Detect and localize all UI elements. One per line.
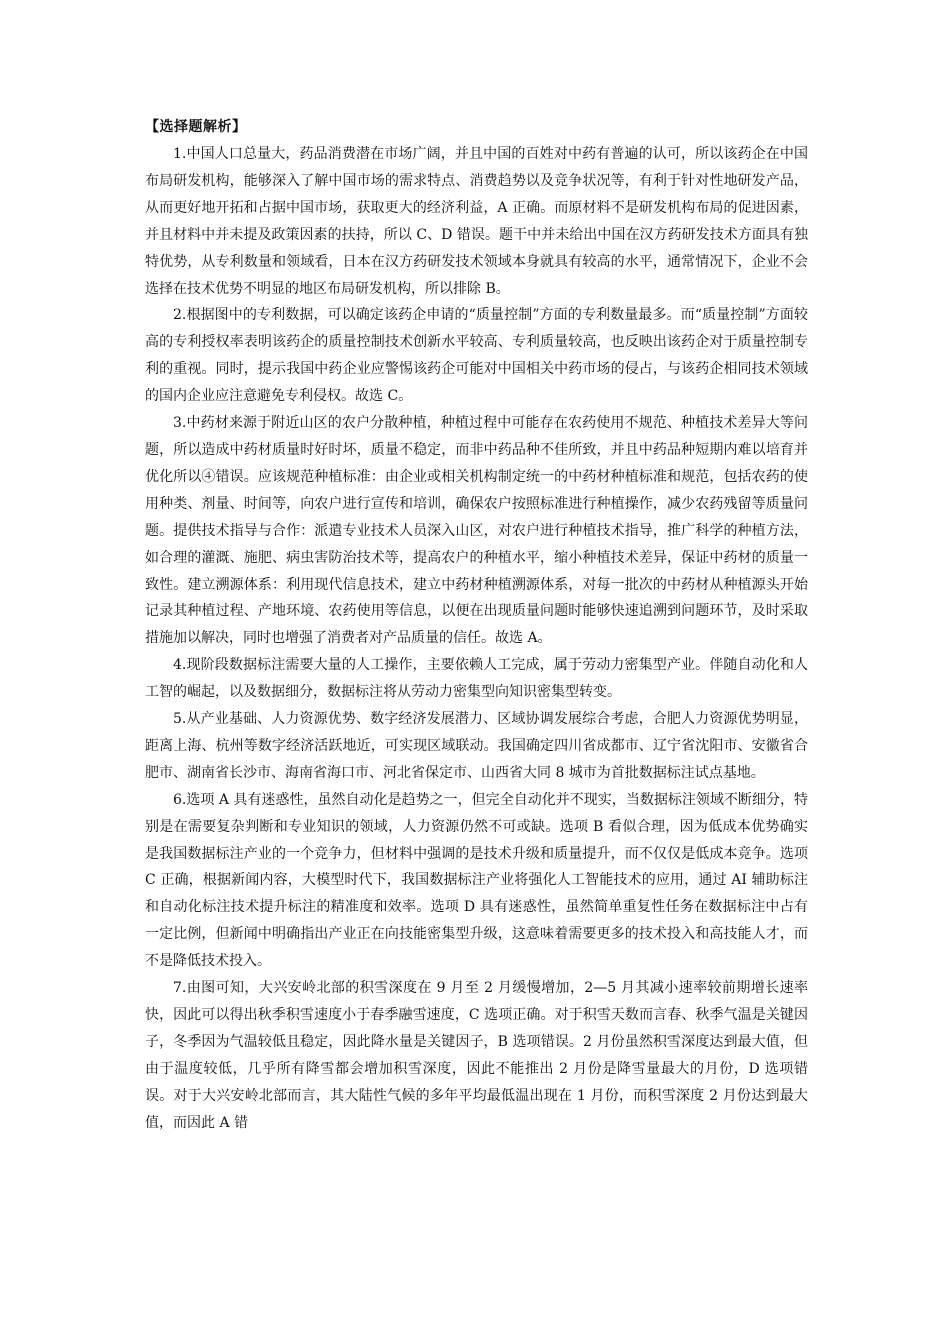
section-title: 【选择题解析】 <box>145 119 247 135</box>
answer-paragraph-4: 4.现阶段数据标注需要大量的人工操作，主要依赖人工完成，属于劳动力密集型产业。伴随自动化和人工智的崛起，以及数据细分，数据标注将从劳动力密集型向知识密集型转变。 <box>145 657 808 701</box>
answer-paragraph-2: 2.根据图中的专利数据，可以确定该药企申请的“质量控制”方面的专利数量最多。而“质量控制”方面较高的专利授权率表明该药企的质量控制技术创新水平较高、专利质量较高，也反映出该药企对于质量控制专利的重视。同时，提示我国中药企业应警惕该药企可能对中国相关中药市场的侵占，与该药企相同技术领域的国内企业应注意避免专利侵权。故选 C。 <box>145 307 808 405</box>
answer-paragraph-1: 1.中国人口总量大，药品消费潜在市场广阔，并且中国的百姓对中药有普遍的认可，所以该药企在中国布局研发机构，能够深入了解中国市场的需求特点、消费趋势以及竞争状况等，有利于针对性地研发产品，从而更好地开拓和占据中国市场，获取更大的经济利益，A 正确。而原材料不是研发机构布局的促进因素，并且材料中并未提及政策因素的扶持，所以 C、D 错误。题干中并未给出中国在汉方药研发技术方面具有独特优势，从专利数量和领域看，日本在汉方药研发技术领域本身就具有较高的水平，通常情况下，企业不会选择在技术优势不明显的地区布局研发机构，所以排除 B。 <box>145 146 808 297</box>
document-page <box>145 114 808 1137</box>
answer-paragraph-7: 7.由图可知，大兴安岭北部的积雪深度在 9 月至 2 月缓慢增加，2—5 月其减小速率较前期增长速率快，因此可以得出秋季积雪速度小于春季融雪速度，C 选项正确。对于积雪天数而言春、秋季气温是关键因子，冬季因为气温较低且稳定，因此降水量是关键因子，B 选项错误。2 月份虽然积雪深度达到最大值，但由于温度较低，几乎所有降雪都会增加积雪深度，因此不能推出 2 月份是降雪量最大的月份，D 选项错误。对于大兴安岭北部而言，其大陆性气候的多年平均最低温出现在 1 月份，而积雪深度 2 月份达到最大值，而因此 A 错 <box>145 980 808 1131</box>
answer-paragraph-6: 6.选项 A 具有迷惑性，虽然自动化是趋势之一，但完全自动化并不现实，当数据标注领域不断细分，特别是在需要复杂判断和专业知识的领域，人力资源仍然不可或缺。选项 B 看似合理，因为低成本优势确实是我国数据标注产业的一个竞争力，但材料中强调的是技术升级和质量提升，而不仅仅是低成本竞争。选项 C 正确，根据新闻内容，大模型时代下，我国数据标注产业将强化人工智能技术的应用，通过 AI 辅助标注和自动化标注技术提升标注的精准度和效率。选项 D 具有迷惑性，虽然简单重复性任务在数据标注中占有一定比例，但新闻中明确指出产业正在向技能密集型升级，这意味着需要更多的技术投入和高技能人才，而不是降低技术投入。 <box>145 791 808 970</box>
answer-paragraph-3: 3.中药材来源于附近山区的农户分散种植，种植过程中可能存在农药使用不规范、种植技术差异大等问题，所以造成中药材质量时好时坏，质量不稳定，而非中药品种不佳所致，并且中药品种短期内难以培育并优化所以④错误。应该规范种植标准：由企业或相关机构制定统一的中药材种植标准和规范，包括农药的使用种类、剂量、时间等，向农户进行宣传和培训，确保农户按照标准进行种植操作，减少农药残留等质量问题。提供技术指导与合作：派遣专业技术人员深入山区，对农户进行种植技术指导，推广科学的种植方法，如合理的灌溉、施肥、病虫害防治技术等，提高农户的种植水平，缩小种植技术差异，保证中药材的质量一致性。建立溯源体系：利用现代信息技术，建立中药材种植溯源体系，对每一批次的中药材从种植源头开始记录其种植过程、产地环境、农药使用等信息，以便在出现质量问题时能够快速追溯到问题环节，及时采取措施加以解决，同时也增强了消费者对产品质量的信任。故选 A。 <box>145 415 808 647</box>
answer-paragraph-5: 5.从产业基础、人力资源优势、数字经济发展潜力、区域协调发展综合考虑，合肥人力资源优势明显，距离上海、杭州等数字经济活跃地近，可实现区域联动。我国确定四川省成都市、辽宁省沈阳市、安徽省合肥市、湖南省长沙市、海南省海口市、河北省保定市、山西省大同 8 城市为首批数据标注试点基地。 <box>145 711 808 781</box>
